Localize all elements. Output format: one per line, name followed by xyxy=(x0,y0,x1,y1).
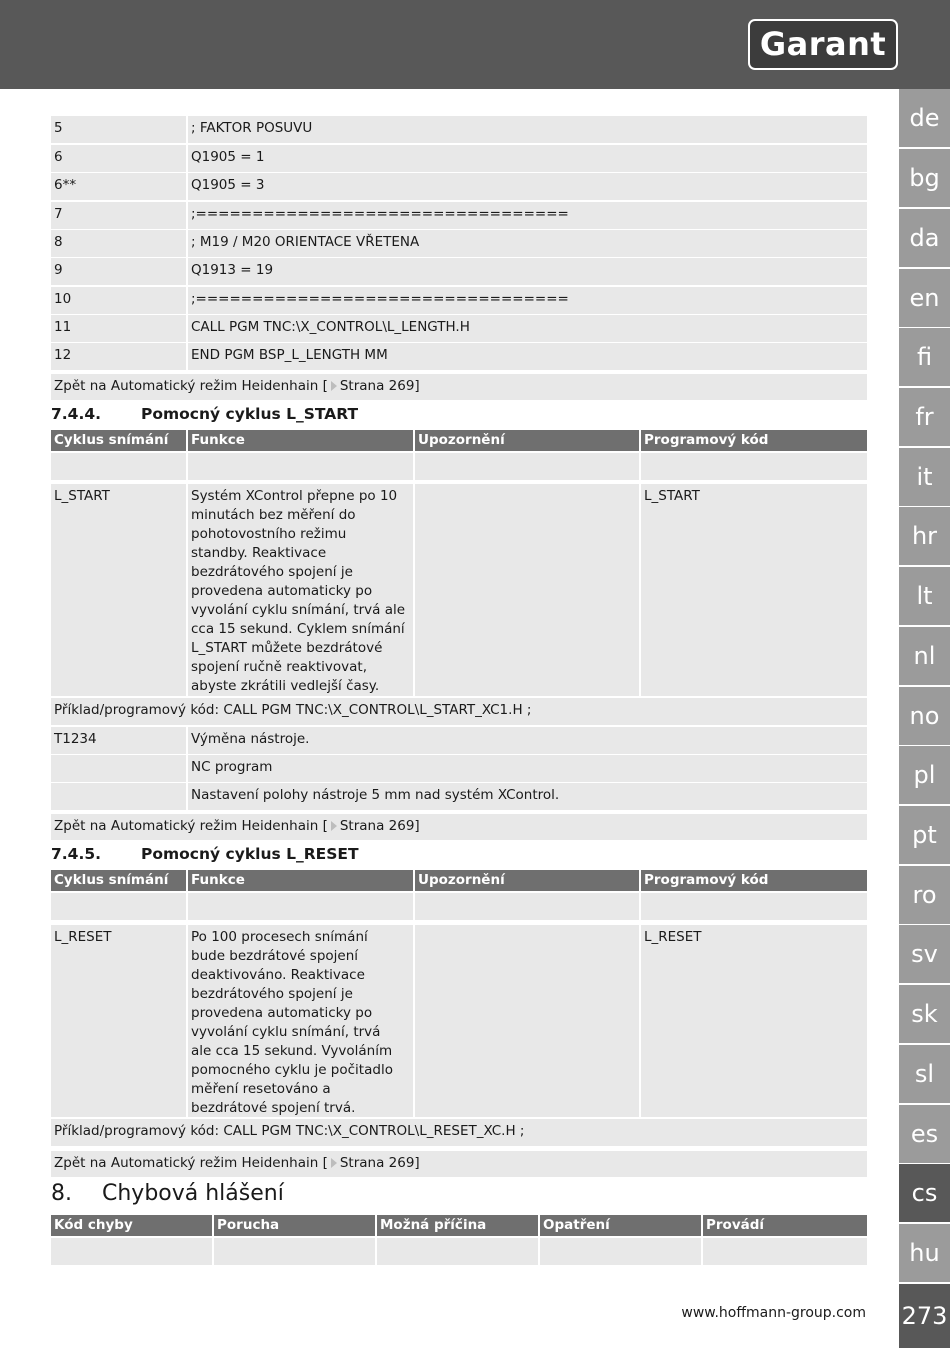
back-link-row[interactable] xyxy=(51,1151,867,1177)
back-link-page[interactable]: Strana 269] xyxy=(339,378,420,394)
back-link-page[interactable]: Strana 269] xyxy=(339,818,420,834)
lang-tab-pt[interactable]: pt xyxy=(899,806,950,864)
page-number: 273 xyxy=(899,1284,950,1348)
back-link-text[interactable]: Zpět na Automatický režim Heidenhain [ xyxy=(54,1155,328,1171)
lang-tab-pl[interactable]: pl xyxy=(899,746,950,804)
table-row: 10 ;================================= xyxy=(51,287,867,314)
table-row: 6** Q1905 = 3 xyxy=(51,173,867,200)
lang-tab-sl[interactable]: sl xyxy=(899,1045,950,1103)
lang-tab-hu[interactable]: hu xyxy=(899,1224,950,1282)
lang-tab-en[interactable]: en xyxy=(899,269,950,327)
section-heading: 7.4.5. Pomocný cyklus L_RESET xyxy=(51,845,359,863)
table-row: 7 ;================================= xyxy=(51,202,867,229)
table-header: Cyklus snímání Funkce Upozornění Programový kód xyxy=(51,430,867,451)
lang-tab-es[interactable]: es xyxy=(899,1105,950,1163)
lang-tab-bg[interactable]: bg xyxy=(899,149,950,207)
table-row: 5 ; FAKTOR POSUVU xyxy=(51,116,867,143)
garant-logo: Garant xyxy=(748,19,898,70)
table-header: Kód chyby Porucha Možná příčina Opatření Provádí xyxy=(51,1215,867,1236)
table-row: 12 END PGM BSP_L_LENGTH MM xyxy=(51,343,867,370)
table-row: 6 Q1905 = 1 xyxy=(51,145,867,172)
language-sidebar xyxy=(899,89,950,1348)
back-link-row[interactable] xyxy=(51,814,867,840)
table-row: L_RESET Po 100 procesech snímání bude bezdrátové spojení deaktivováno. Reaktivace bezdrátového spojení je provedena automaticky po vyvolání cyklu snímání, trvá ale cca 15 sekund. Vyvoláním pomocného cyklu je počitadlo měření resetováno a bezdrátové spojení trvá. L_RESET xyxy=(51,925,867,1117)
lang-tab-sk[interactable]: sk xyxy=(899,985,950,1043)
lang-tab-lt[interactable]: lt xyxy=(899,567,950,625)
back-link-text[interactable]: Zpět na Automatický režim Heidenhain [ xyxy=(54,818,328,834)
table-row: 11 CALL PGM TNC:\X_CONTROL\L_LENGTH.H xyxy=(51,315,867,342)
lang-tab-nl[interactable]: nl xyxy=(899,627,950,685)
table-row-empty xyxy=(51,893,867,920)
table-row-empty xyxy=(51,453,867,480)
arrow-right-icon xyxy=(331,1158,337,1168)
arrow-right-icon xyxy=(331,381,337,391)
lang-tab-no[interactable]: no xyxy=(899,687,950,745)
lang-tab-cs[interactable]: cs xyxy=(899,1164,950,1222)
example-row: Příklad/programový kód: CALL PGM TNC:\X_CONTROL\L_START_XC1.H ; xyxy=(51,698,867,725)
back-link-row[interactable] xyxy=(51,374,867,400)
lang-tab-ro[interactable]: ro xyxy=(899,866,950,924)
lang-tab-hr[interactable]: hr xyxy=(899,507,950,565)
lang-tab-fi[interactable]: fi xyxy=(899,328,950,386)
arrow-right-icon xyxy=(331,821,337,831)
table-row: T1234 Výměna nástroje. xyxy=(51,727,867,754)
example-row: Příklad/programový kód: CALL PGM TNC:\X_CONTROL\L_RESET_XC.H ; xyxy=(51,1119,867,1146)
table-row: 8 ; M19 / M20 ORIENTACE VŘETENA xyxy=(51,230,867,257)
back-link-text[interactable]: Zpět na Automatický režim Heidenhain [ xyxy=(54,378,328,394)
lang-tab-de[interactable]: de xyxy=(899,89,950,147)
chapter-heading: 8. Chybová hlášení xyxy=(51,1181,284,1206)
lang-tab-it[interactable]: it xyxy=(899,448,950,506)
table-header: Cyklus snímání Funkce Upozornění Programový kód xyxy=(51,870,867,891)
lang-tab-sv[interactable]: sv xyxy=(899,925,950,983)
footer-url[interactable]: www.hoffmann-group.com xyxy=(681,1305,866,1321)
table-row: 9 Q1913 = 19 xyxy=(51,258,867,285)
lang-tab-fr[interactable]: fr xyxy=(899,388,950,446)
header-bar xyxy=(0,0,950,89)
table-row-empty xyxy=(51,1238,867,1265)
table-row: Nastavení polohy nástroje 5 mm nad systém XControl. xyxy=(51,783,867,810)
table-row: NC program xyxy=(51,755,867,782)
table-row: L_START Systém XControl přepne po 10 minutách bez měření do pohotovostního režimu standby. Reaktivace bezdrátového spojení je provedena automaticky po vyvolání cyklu snímání, trvá ale cca 15 sekund. Cyklem snímání L_START můžete bezdrátové spojení ručně reaktivovat, abyste zkrátili vedlejší časy. L_START xyxy=(51,484,867,696)
section-heading: 7.4.4. Pomocný cyklus L_START xyxy=(51,405,359,423)
back-link-page[interactable]: Strana 269] xyxy=(339,1155,420,1171)
lang-tab-da[interactable]: da xyxy=(899,209,950,267)
